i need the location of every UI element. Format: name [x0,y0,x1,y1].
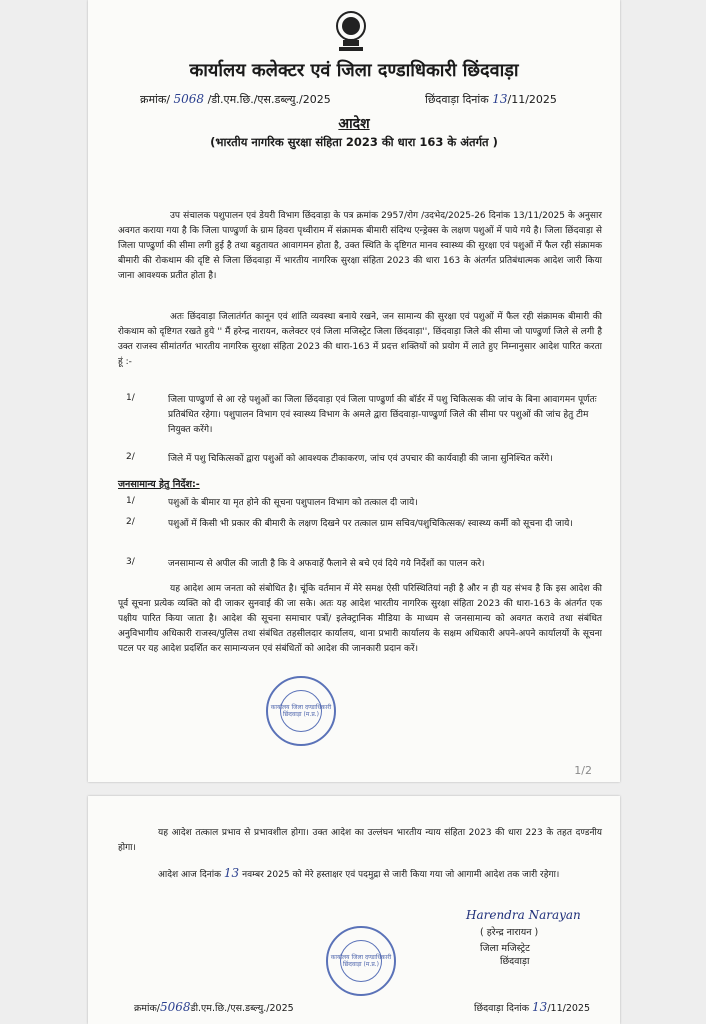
state-emblem-icon [333,6,369,54]
date-handwritten: 13 [492,92,508,106]
order-date [425,92,557,107]
page2-ref-prefix: क्रमांक/ [134,1003,160,1014]
page2-para2-prefix: आदेश आज दिनांक [158,870,222,880]
ref-handwritten: 5068 [173,92,205,106]
public-item-3: जनसामान्य से अपील की जाती है कि वे अफवाहें फैलाने से बचे एवं दिये गये निर्देशों का पालन करे। [168,559,485,569]
order-title: आदेश [338,116,370,132]
order-item-1: जिला पाण्ढुर्णा से आ रहे पशुओं का जिला छिंदवाड़ा एवं जिला पाण्ढुर्णा की बॉर्डर में पशु चिकित्सक की जांच के बिना आवागमन पूर्णतः प्रतिबंधित रहेगा। पशुपालन विभाग एवं स्वास्थ्य विभाग के अमले द्वारा छिंदवाड़ा-पाण्ढुर्णा जिले की सीमा पर पशुओं की जांच हेतु टीम नियुक्त करेंगे। [168,395,597,435]
reference-number [140,92,331,107]
document-page-1 [88,0,620,782]
ref-suffix: /डी.एम.छि./एस.डब्ल्यु./2025 [207,93,331,106]
seal-text: कार्यालय जिला दण्डाधिकारी छिंदवाड़ा (म.प्र.) [270,704,332,718]
page2-ref-handwritten: 5068 [159,1000,191,1014]
order-subtitle: (भारतीय नागरिक सुरक्षा संहिता 2023 की धारा 163 के अंतर्गत ) [210,135,498,149]
document-page-2 [88,796,620,1024]
seal-text-page-2: कार्यालय जिला दण्डाधिकारी छिंदवाड़ा (म.प्र.) [330,954,392,968]
page2-paragraph-2 [118,866,602,883]
public-item-1: पशुओं के बीमार या मृत होने की सूचना पशुपालन विभाग को तत्काल दी जाये। [168,498,418,508]
page2-para2-suffix: नवम्बर 2025 को मेरे हस्ताक्षर एवं पदमुद्रा से जारी किया गया जो आगामी आदेश तक जारी रहेगा। [242,870,560,880]
official-seal-page-2 [326,926,396,996]
order-item-2: जिले में पशु चिकित्सकों द्वारा पशुओं को आवश्यक टीकाकरण, जांच एवं उपचार की कार्यवाही की जाना सुनिश्चित करेंगे। [168,454,553,464]
page2-reference-number [134,1000,294,1014]
signatory-title-1: जिला मजिस्ट्रेट [480,943,530,954]
signatory-name: ( हरेन्द्र नारायन ) [480,927,539,938]
page2-date-suffix: /11/2025 [547,1003,590,1014]
signatory-block [480,926,538,968]
order-item-2-number: 2/ [126,452,135,462]
public-item-3-number: 3/ [126,557,135,567]
public-item-1-number: 1/ [126,496,135,506]
paragraph-3: यह आदेश आम जनता को संबोधित है। चूंकि वर्तमान में मेरे समक्ष ऐसी परिस्थितियां नही है और न ही यह संभव है कि इस आदेश की पूर्व सूचना प्रत्येक व्यक्ति को दी जाकर सुनवाई की जा सके। अतः यह आदेश भारतीय नागरिक सुरक्षा संहिता 2023 की धारा-163 के अंतर्गत एक पक्षीय पारित किया जाता है। आदेश की सूचना समाचार पत्रों/ इलेक्ट्रानिक मीडिया के माध्यम से जनसामान्य को अवगत करावे तथा संबंधित अनुविभागीय अधिकारी राजस्व/पुलिस तथा संबंधित तहसीलदार कार्यालय, थाना प्रभारी कार्यालय के सक्षम अधिकारी अपने-अपने कार्यालयों के सूचना पटल पर यह आदेश प्रदर्शित कर सामान्यजन एवं संबंधितों को आदेश की जानकारी प्रदान करें। [118,584,602,654]
paragraph-2: अतः छिंदवाड़ा जिलातंर्गत कानून एवं शांति व्यवस्था बनाये रखने, जन सामान्य की सुरक्षा एवं पशुओं में फैल रही संक्रामक बीमारी की रोकथाम को दृष्टिगत रखते हुये '' मैं हरेन्द्र नारायन, कलेक्टर एवं जिला मजिस्ट्रेट जिला छिंदवाड़ा'', छिंदवाड़ा जिले की सीमा जो पाण्ढुर्णा जिले से लगी है उक्त राजस्व सीमांतर्गत भारतीय नागरिक सुरक्षा संहिता 2023 की धारा-163 में प्रदत्त शक्तियों को प्रयोग में लाते हुए निम्नानुसार आदेश पारित करता हूं :- [118,312,602,367]
date-suffix: /11/2025 [507,93,557,106]
page2-date-prefix: छिंदवाड़ा दिनांक [474,1003,530,1014]
page2-ref-suffix: डी.एम.छि./एस.डब्ल्यु./2025 [190,1003,294,1014]
page2-date-handwritten: 13 [532,1000,548,1014]
public-item-2-number: 2/ [126,517,135,527]
signature: Harendra Narayan [466,908,581,922]
public-instructions-heading: जनसामान्य हेतु निर्देश:- [118,479,200,490]
page2-para2-handwritten: 13 [223,866,240,880]
ref-prefix: क्रमांक/ [140,93,171,106]
order-item-1-number: 1/ [126,393,135,403]
paragraph-1: उप संचालक पशुपालन एवं डेयरी विभाग छिंदवाड़ा के पत्र क्रमांक 2957/रोग /उदभेद/2025-26 दिनांक 13/11/2025 के अनुसार अवगत कराया गया है कि जिला पाण्ढुर्णा के ग्राम हिवरा पृथ्वीराम में संक्रामक बीमारी संदिग्ध एन्ड्रेक्स के लक्षण पशुओं में पाये गये है। जिला छिंदवाड़ा से जिला पाण्ढुर्णा की सीमा लगी हुई है तथा बहुतायत आवागमन होता है, उक्त स्थिति के दृष्टिगत मानव स्वास्थ्य की सुरक्षा एवं पशुओं में फैल रही संक्रामक बीमारी की रोकथाम की दृष्टि से जिला छिंदवाड़ा में भारतीय नागरिक सुरक्षा संहिता 2023 की धारा 163 के अंतर्गत प्रतिबंधात्मक आदेश जारी किया जाना आवश्यक प्रतीत होता है। [118,211,602,281]
date-prefix: छिंदवाड़ा दिनांक [425,93,489,106]
public-item-2: पशुओं में किसी भी प्रकार की बीमारी के लक्षण दिखने पर तत्काल ग्राम सचिव/पशुचिकित्सक/ स्वास्थ्य कर्मी को सूचना दी जाये। [168,519,573,529]
official-seal [266,676,336,746]
office-title: कार्यालय कलेक्टर एवं जिला दण्डाधिकारी छिंदवाड़ा [189,60,519,81]
page2-paragraph-1: यह आदेश तत्काल प्रभाव से प्रभावशील होगा। उक्त आदेश का उल्लंघन भारतीय न्याय संहिता 2023 की धारा 223 के तहत दण्डनीय होगा। [118,828,602,853]
signatory-title-2: छिंदवाड़ा [500,956,530,967]
page2-date [474,1000,590,1014]
page-indicator: 1/2 [574,764,592,777]
